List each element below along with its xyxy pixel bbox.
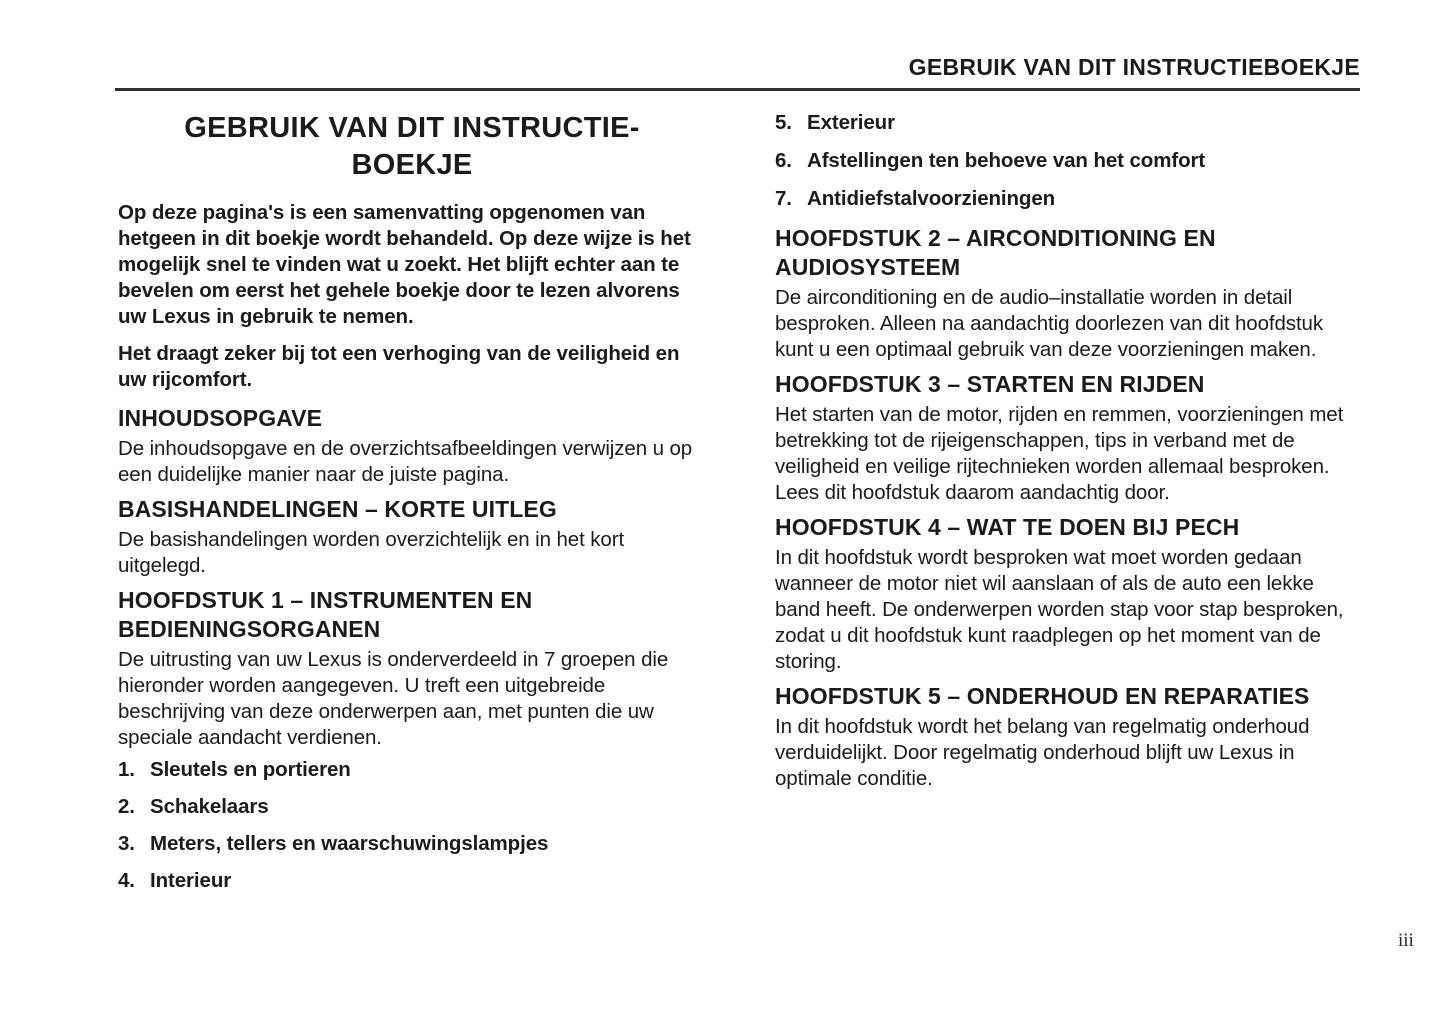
section-hoofdstuk-3 [775,370,1363,506]
list-item [775,148,1363,174]
list-item [118,757,706,783]
section-body: De basishandelingen worden overzichtelijk en in het kort uitgelegd. [118,528,625,577]
page-title-line-2: BOEKJE [351,149,473,181]
page-title [118,110,706,184]
running-header: GEBRUIK VAN DIT INSTRUCTIEBOEKJE [908,54,1360,80]
section-heading: HOOFDSTUK 3 – STARTEN EN RIJDEN [775,371,1205,397]
list-item [775,186,1363,212]
section-heading: HOOFDSTUK 4 – WAT TE DOEN BIJ PECH [775,514,1240,540]
section-basishandelingen [118,495,706,579]
intro-paragraph-1: Op deze pagina's is een samenvatting opgenomen van hetgeen in dit boekje wordt behandeld. Op deze wijze is het mogelijk snel te vinden wat u zoekt. Het blijft echter aan te bevelen om eerst het gehele boekje door te lezen alvorens uw Lexus in gebruik te nemen. [118,201,691,328]
section-inhoudsopgave [118,404,706,488]
list-item-number: 1. [118,758,135,781]
section-heading: BASISHANDELINGEN – KORTE UITLEG [118,496,557,522]
list-item [118,794,706,820]
section-heading: HOOFDSTUK 5 – ONDERHOUD EN REPARATIES [775,683,1310,709]
list-item [118,831,706,857]
left-column [118,110,706,905]
list-item-label: Sleutels en portieren [150,758,351,781]
list-item-label: Interieur [150,869,232,892]
list-item-label: Meters, tellers en waarschuwingslampjes [150,832,549,855]
list-item-number: 7. [775,187,792,210]
list-item-label: Exterieur [807,111,895,134]
page-number: iii [1398,930,1414,951]
section-body: De airconditioning en de audio–installatie worden in detail besproken. Alleen na aandachtig doorlezen van dit hoofdstuk kunt u een optimaal gebruik van deze voorzieningen maken. [775,286,1324,361]
list-item-number: 4. [118,869,135,892]
section-body: In dit hoofdstuk wordt het belang van regelmatig onderhoud verduidelijkt. Door regelmatig onderhoud blijft uw Lexus in optimale conditie. [775,715,1310,790]
section-heading: HOOFDSTUK 2 – AIRCONDITIONING EN AUDIOSYSTEEM [775,225,1216,280]
list-item-number: 5. [775,111,792,134]
page-title-line-1: GEBRUIK VAN DIT INSTRUCTIE- [184,112,640,144]
chapter-group-list-right [775,110,1363,212]
section-body: In dit hoofdstuk wordt besproken wat moet worden gedaan wanneer de motor niet wil aanslaan of als de auto een lekke band heeft. De onderwerpen worden stap voor stap besproken, zodat u dit hoofdstuk kunt raadplegen op het moment van de storing. [775,546,1344,673]
list-item-number: 2. [118,795,135,818]
section-body: De inhoudsopgave en de overzichtsafbeeldingen verwijzen u op een duidelijke manier naar de juiste pagina. [118,437,693,486]
list-item-number: 6. [775,149,792,172]
section-body: De uitrusting van uw Lexus is onderverdeeld in 7 groepen die hieronder worden aangegeven. U treft een uitgebreide beschrijving van deze onderwerpen aan, met punten die uw speciale aandacht verdienen. [118,648,669,749]
header-rule [115,88,1360,91]
section-hoofdstuk-2 [775,224,1363,363]
section-body: Het starten van de motor, rijden en remmen, voorzieningen met betrekking tot de rijeigenschappen, tips in verband met de veiligheid en veilige rijtechnieken worden allemaal besproken. Lees dit hoofdstuk daarom aandachtig door. [775,403,1344,504]
section-heading: HOOFDSTUK 1 – INSTRUMENTEN EN BEDIENINGSORGANEN [118,587,533,642]
list-item [775,110,1363,136]
right-column [775,110,1363,792]
section-heading: INHOUDSOPGAVE [118,405,323,431]
intro-paragraph-2: Het draagt zeker bij tot een verhoging van de veiligheid en uw rijcomfort. [118,342,680,391]
chapter-group-list-left [118,757,706,894]
section-hoofdstuk-1 [118,586,706,751]
list-item-label: Antidiefstalvoorzieningen [807,187,1056,210]
section-hoofdstuk-5 [775,682,1363,792]
list-item-label: Afstellingen ten behoeve van het comfort [807,149,1206,172]
section-hoofdstuk-4 [775,513,1363,675]
list-item [118,868,706,894]
list-item-label: Schakelaars [150,795,269,818]
list-item-number: 3. [118,832,135,855]
